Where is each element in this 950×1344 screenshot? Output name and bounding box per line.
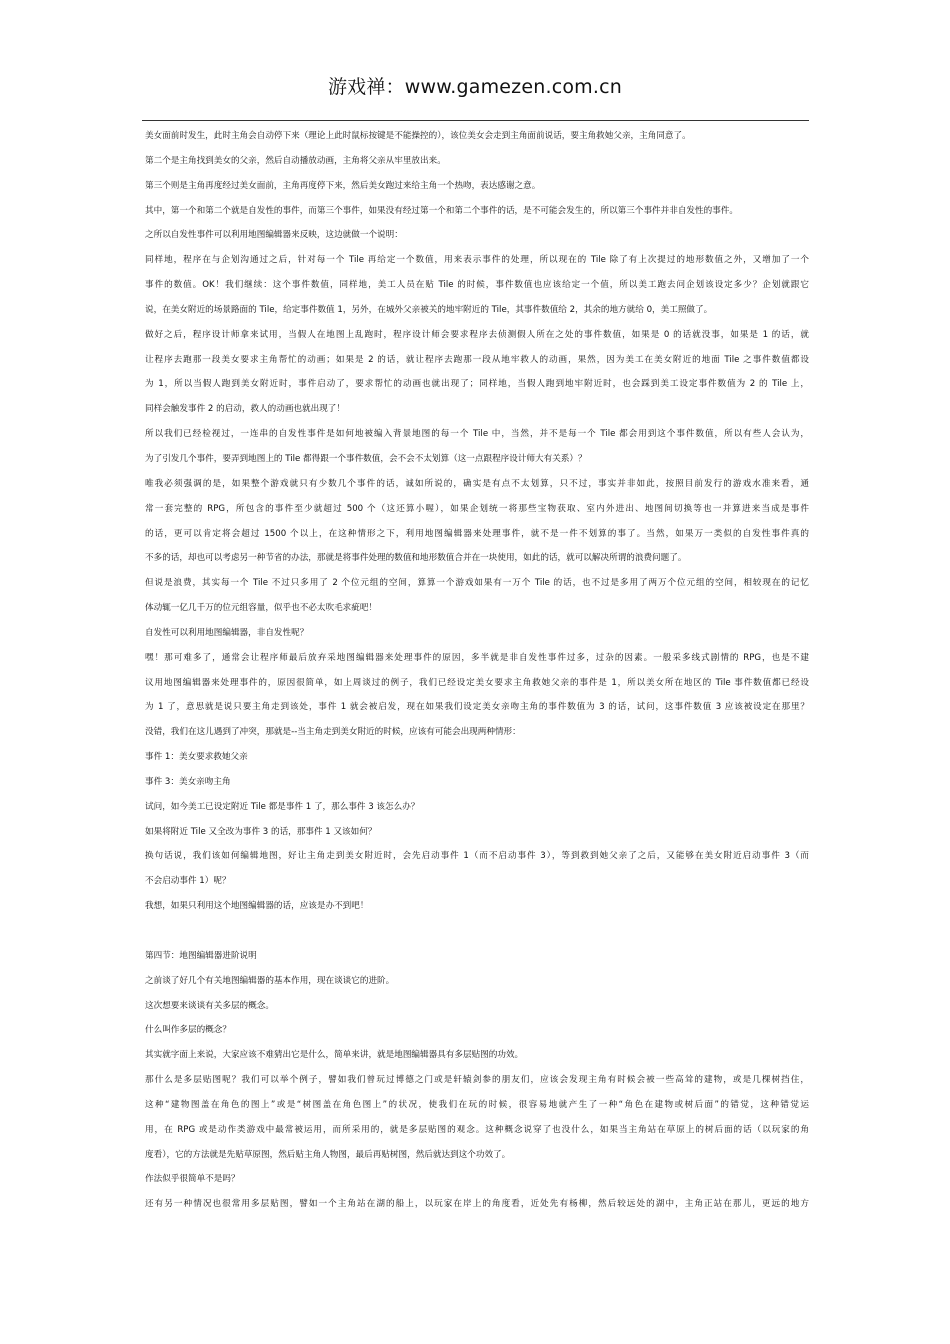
paragraph-line: 的话，更可以肯定将会超过 1500 个以上，在这种情形之下，利用地图编辑器来处理事件，就不是一件不划算的事了。当然，如果万一类似的自发性事件真的 (145, 528, 809, 539)
paragraph-line: 自发性可以利用地图编辑器，非自发性呢？ (145, 627, 309, 638)
paragraph-line: 做好之后，程序设计师拿来试用，当假人在地图上乱跑时，程序设计师会要求程序去侦测假人所在之处的事件数值，如果是 0 的话就没事，如果是 1 的话，就 (145, 329, 809, 340)
blank-line (145, 919, 809, 944)
paragraph-line: 第四节：地图编辑器进阶说明 (145, 950, 257, 961)
paragraph-line: 还有另一种情况也很常用多层贴图，譬如一个主角站在湖的船上，以玩家在岸上的角度看，近处先有杨柳，然后较远处的湖中，主角正站在那儿，更远的地方 (145, 1199, 809, 1210)
paragraph-line: 不会启动事件 1）呢？ (145, 876, 231, 887)
paragraph-line: 所以我们已经检视过，一连串的自发性事件是如何地被编入背景地图的每一个 Tile 中，当然，并不是每一个 Tile 都会用到这个事件数值，所以有些人会认为， (145, 429, 809, 440)
paragraph-line: 为了引发几个事件，要弄到地图上的 Tile 都得跟一个事件数值，会不会不太划算（这一点跟程序设计师大有关系）？ (145, 453, 587, 464)
paragraph-line: 用，在 RPG 或是动作类游戏中最常被运用，而所采用的，就是多层贴图的观念。这种概念说穿了也没什么，如果当主角站在草原上的树后面的话（以玩家的角 (145, 1124, 809, 1135)
paragraph-line: 为 1，所以当假人跑到美女附近时，事件启动了，要求帮忙的动画也就出现了；同样地，当假人跑到地牢附近时，也会踩到美工设定事件数值为 2 的 Tile 上， (145, 379, 809, 390)
paragraph-line: 之前谈了好几个有关地图编辑器的基本作用，现在谈谈它的进阶。 (145, 975, 395, 986)
paragraph-line: 其中，第一个和第二个就是自发性的事件，而第三个事件，如果没有经过第一个和第二个事件的话，是不可能会发生的，所以第三个事件并非自发性的事件。 (145, 205, 738, 216)
paragraph-line: 换句话说，我们该如何编辑地图，好让主角走到美女附近时，会先启动事件 1（而不启动事件 3），等到救到她父亲了之后，又能够在美女附近启动事件 3（而 (145, 851, 809, 862)
document-body (145, 124, 809, 1217)
paragraph-line: 试问，如今美工已设定附近 Tile 都是事件 1 了，那么事件 3 该怎么办？ (145, 801, 420, 812)
paragraph-line: 常一套完整的 RPG，所包含的事件至少就超过 500 个（这还算小喔），如果企划统一将那些宝物获取、室内外进出、地图间切换等也一并算进来当成是事件 (145, 503, 809, 514)
paragraph-line: 为 1 了，意思就是说只要主角走到该处，事件 1 就会被启发，现在如果我们设定美女亲吻主角的事件数值为 3 的话，试问，这事件数值 3 应该被设定在那里？ (145, 702, 809, 713)
paragraph-line: 如果将附近 Tile 又全改为事件 3 的话，那事件 1 又该如何？ (145, 826, 377, 837)
paragraph-line: 我想，如果只利用这个地图编辑器的话，应该是办不到吧！ (145, 901, 369, 912)
paragraph-line: 什么叫作多层的概念？ (145, 1025, 231, 1036)
paragraph-line: 第三个则是主角再度经过美女面前，主角再度停下来，然后美女跑过来给主角一个热吻，表达感谢之意。 (145, 180, 541, 191)
paragraph-line: 第二个是主角找到美女的父亲，然后自动播放动画，主角将父亲从牢里放出来。 (145, 155, 446, 166)
paragraph-line: 事件的数值。OK！我们继续：这个事件数值，同样地，美工人员在贴 Tile 的时候，事件数值也应该给定一个值，所以美工跑去问企划该设定多少？企划就跟它 (145, 280, 809, 291)
paragraph-line: 事件 1：美女要求救她父亲 (145, 752, 248, 763)
paragraph-line: 作法似乎很简单不是吗？ (145, 1174, 240, 1185)
header-divider (142, 120, 809, 121)
paragraph-line: 同样会触发事件 2 的启动，救人的动画也就出现了！ (145, 404, 345, 415)
paragraph-line: 事件 3：美女亲吻主角 (145, 776, 231, 787)
paragraph-line: 说，在美女附近的场景路面的 Tile，给定事件数值 1，另外，在城外父亲被关的地牢附近的 Tile，其事件数值给 2，其余的地方就给 0，美工照做了。 (145, 304, 713, 315)
paragraph-line: 这次想要来谈谈有关多层的概念。 (145, 1000, 274, 1011)
paragraph-line: 嘿！那可难多了，通常会让程序师最后放弃采地图编辑器来处理事件的原因，多半就是非自发性事件过多，过杂的因素。一般采多线式剧情的 RPG，也是不建 (145, 652, 809, 663)
paragraph-line: 其实就字面上来说，大家应该不难猜出它是什么，简单来讲，就是地图编辑器具有多层贴图的功效。 (145, 1050, 524, 1061)
paragraph-line: 唯我必须强调的是，如果整个游戏就只有少数几个事件的话，诚如所说的，确实是有点不太划算，只不过，事实并非如此，按照目前发行的游戏水准来看，通 (145, 478, 809, 489)
paragraph-line: 体动辄一亿几千万的位元组容量，似乎也不必太吹毛求疵吧！ (145, 603, 378, 614)
paragraph-line: 没错，我们在这儿遇到了冲突，那就是--当主角走到美女附近的时候，应该有可能会出现两种情形： (145, 727, 521, 738)
paragraph-line: 度看），它的方法就是先贴草原图，然后贴主角人物图，最后再贴树图，然后就达到这个功效了。 (145, 1149, 511, 1160)
paragraph-line: 不多的话，却也可以考虑另一种节省的办法，那就是将事件处理的数值和地形数值合并在一块使用，如此的话，就可以解决所谓的浪费问题了。 (145, 553, 687, 564)
page-header: 游戏禅：www.gamezen.com.cn (327, 76, 623, 98)
paragraph-line: 议用地图编辑器来处理事件的，原因很简单，如上周谈过的例子，我们已经设定美女要求主角救她父亲的事件是 1，所以美女所在地区的 Tile 事件数值都已经设 (145, 677, 809, 688)
paragraph-line: 但说是浪费，其实每一个 Tile 不过只多用了 2 个位元组的空间，算算一个游戏如果有一万个 Tile 的话，也不过是多用了两万个位元组的空间，相较现在的记忆 (145, 578, 809, 589)
paragraph-line: 美女面前时发生，此时主角会自动停下来（理论上此时鼠标按键是不能操控的），该位美女会走到主角面前说话，要主角救她父亲，主角同意了。 (145, 131, 691, 141)
paragraph-line: 让程序去跑那一段美女要求主角帮忙的动画；如果是 2 的话，就让程序去跑那一段从地牢救人的动画，果然，因为美工在美女附近的地面 Tile 之事件数值都设 (145, 354, 809, 365)
paragraph-line: 那什么是多层贴图呢？我们可以举个例子，譬如我们曾玩过博德之门或是轩辕剑参的朋友们，应该会发现主角有时候会被一些高耸的建物，或是几棵树挡住， (145, 1075, 809, 1086)
paragraph-line: 这种“建物图盖在角色的图上”或是“树图盖在角色图上”的状况，使我们在玩的时候，很容易地就产生了一种“角色在建物或树后面”的错觉，这种错觉运 (145, 1099, 809, 1110)
paragraph-line: 之所以自发性事件可以利用地图编辑器来反映，这边就做一个说明： (145, 230, 403, 241)
paragraph-line: 同样地，程序在与企划沟通过之后，针对每一个 Tile 再给定一个数值，用来表示事件的处理，所以现在的 Tile 除了有上次提过的地形数值之外，又增加了一个 (145, 255, 809, 266)
